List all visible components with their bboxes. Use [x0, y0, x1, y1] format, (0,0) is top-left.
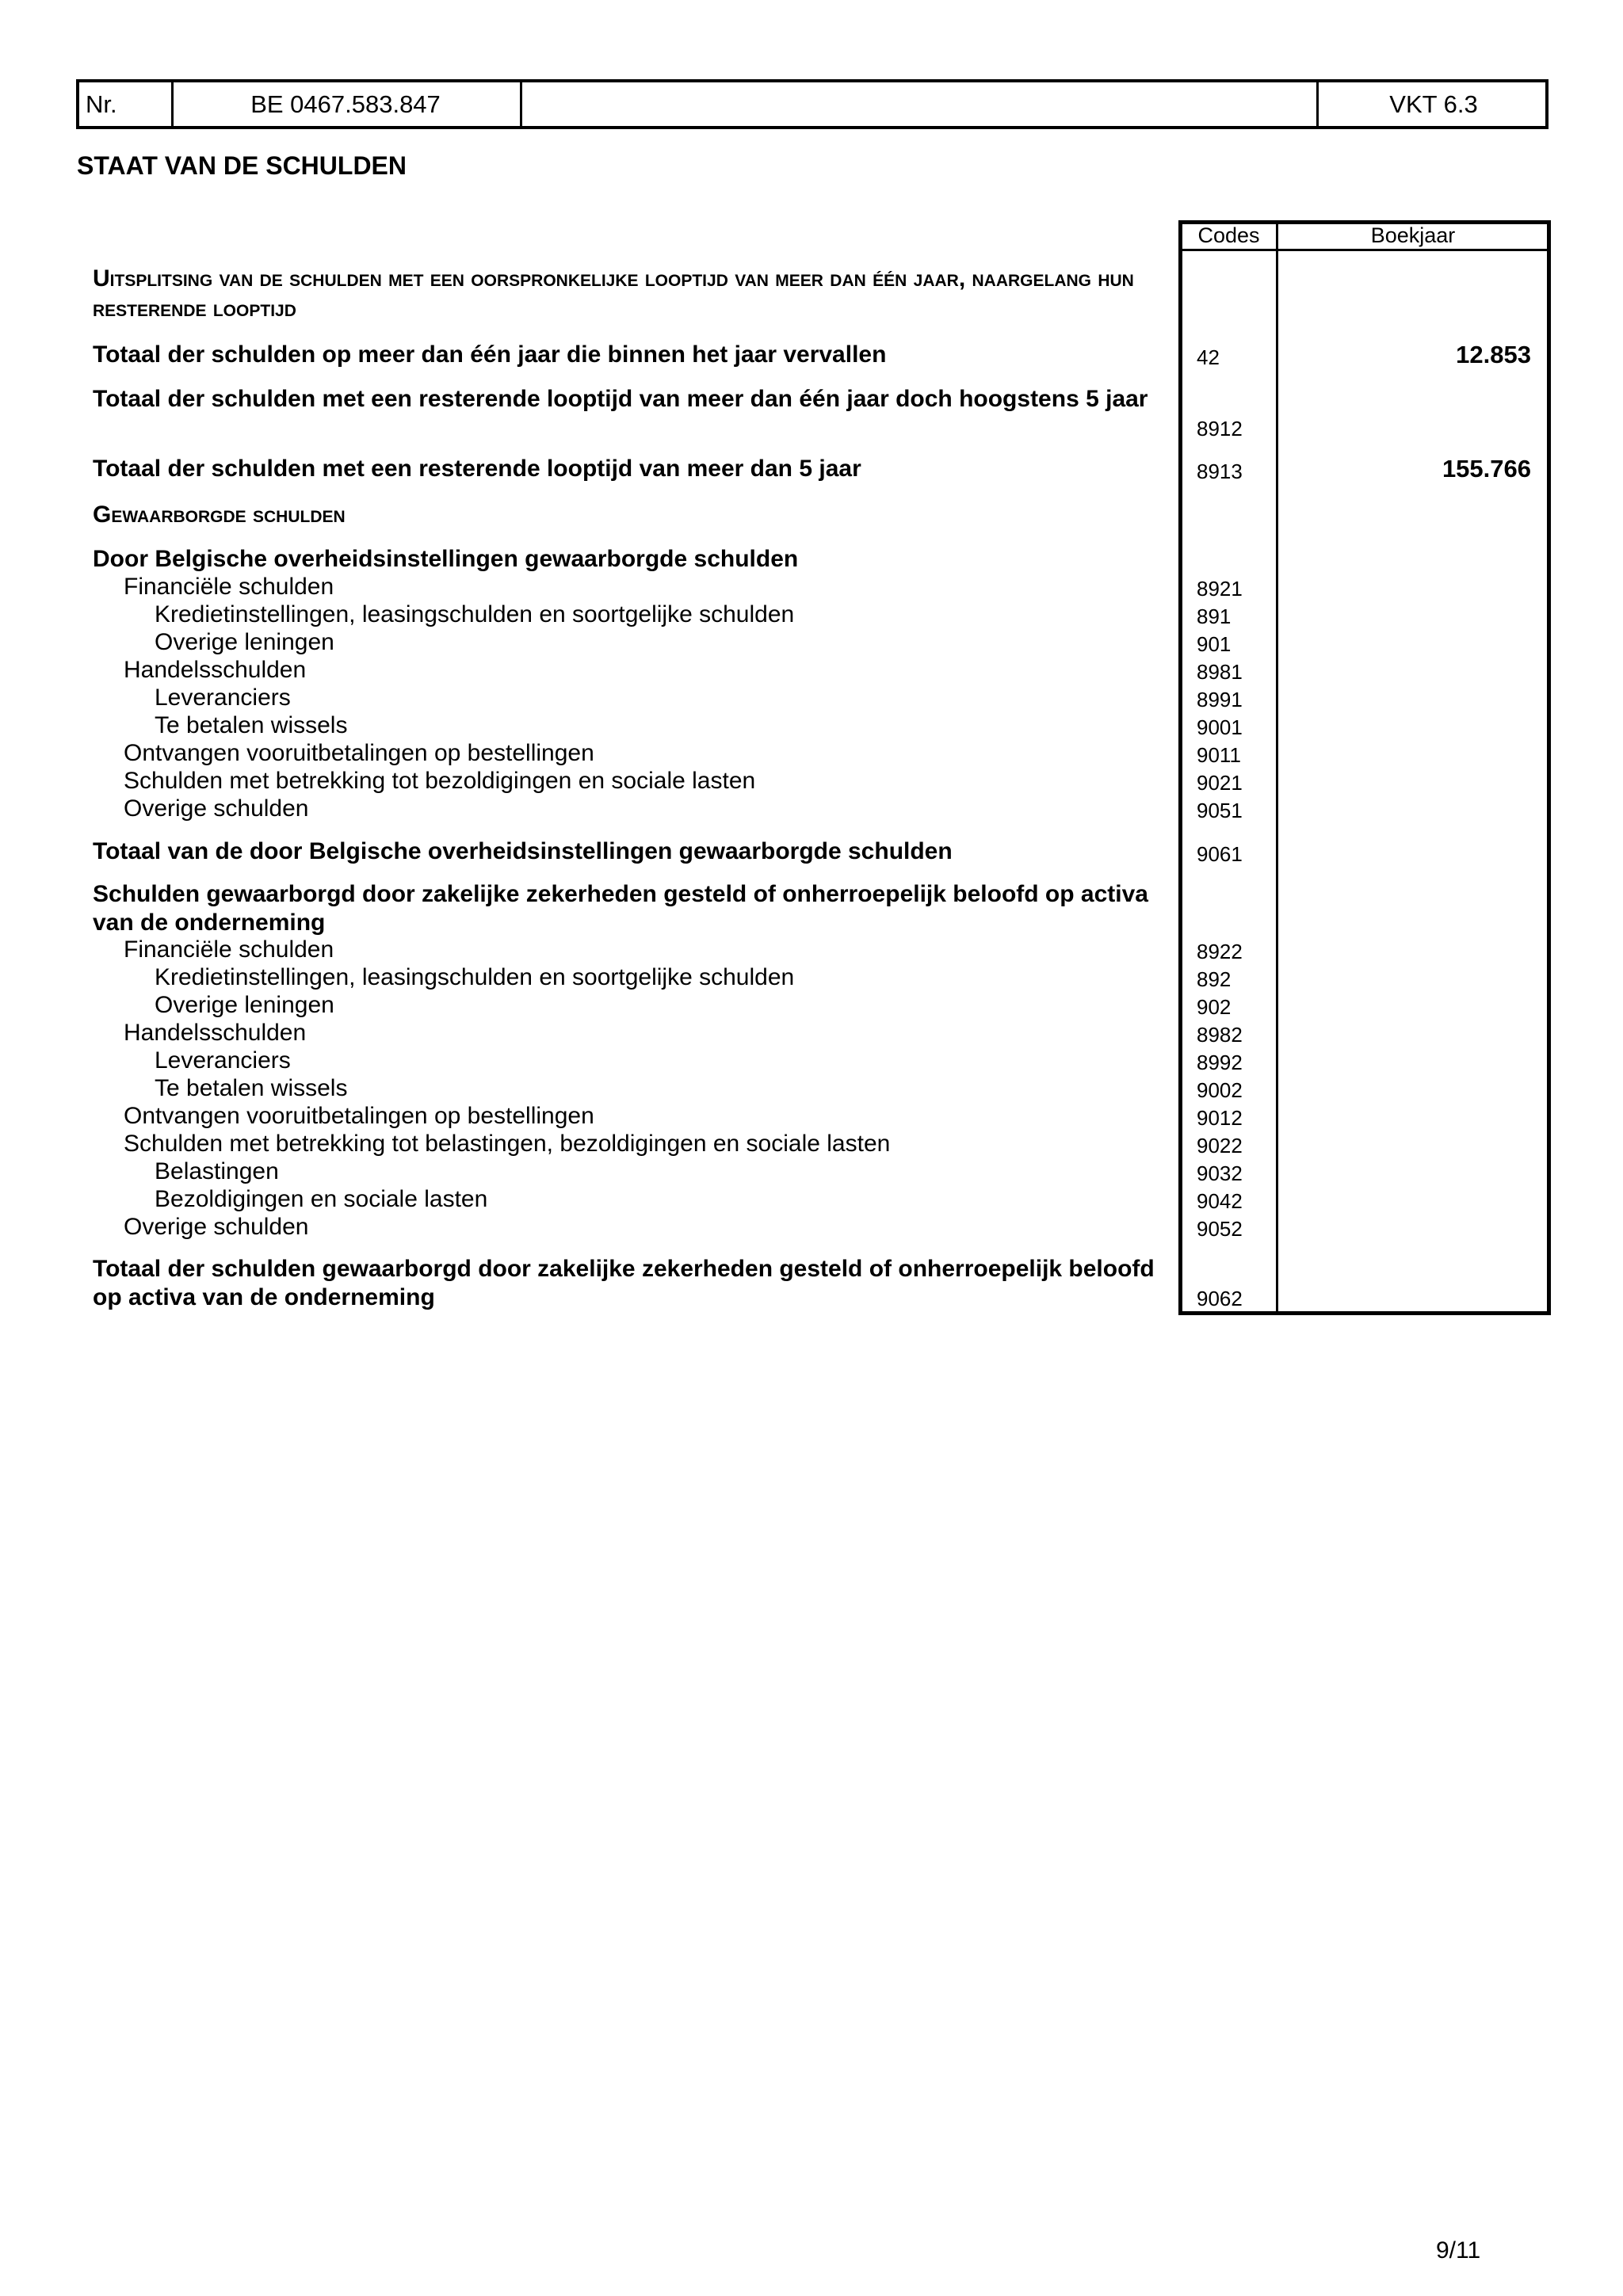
row-label: Handelsschulden — [124, 657, 307, 683]
header-box — [76, 79, 1549, 129]
row-code: 9021 — [1197, 771, 1243, 795]
row-label: Financiële schulden — [124, 574, 334, 600]
row-code: 892 — [1197, 967, 1232, 991]
row-label: Overige leningen — [155, 629, 334, 655]
column-header-boekjaar: Boekjaar — [1370, 223, 1456, 247]
row-code: 8991 — [1197, 688, 1243, 711]
row-value: 155.766 — [1442, 455, 1531, 482]
row-label: Kredietinstellingen, leasingschulden en soortgelijke schulden — [155, 964, 795, 990]
row-label: Totaal der schulden met een resterende looptijd van meer dan 5 jaar — [93, 456, 861, 482]
company-number: BE 0467.583.847 — [250, 90, 441, 118]
row-label: Kredietinstellingen, leasingschulden en soortgelijke schulden — [155, 601, 795, 627]
row-label: Overige schulden — [124, 1214, 309, 1240]
row-value: 12.853 — [1456, 341, 1531, 368]
row-label: Overige leningen — [155, 992, 334, 1018]
group-heading: Door Belgische overheidsinstellingen gewaarborgde schulden — [93, 546, 799, 572]
row-code: 8992 — [1197, 1051, 1243, 1074]
header-row-divider — [1182, 249, 1548, 251]
row-code: 8982 — [1197, 1023, 1243, 1047]
row-label: Ontvangen vooruitbetalingen op bestellingen — [124, 740, 594, 766]
row-code: 8981 — [1197, 660, 1243, 684]
section-code: VKT 6.3 — [1389, 90, 1478, 118]
row-label: Bezoldigingen en sociale lasten — [155, 1186, 488, 1212]
column-divider — [1276, 223, 1278, 1312]
row-code: 42 — [1197, 345, 1220, 369]
row-label: Totaal der schulden gewaarborgd door zakelijke zekerheden gesteld of onherroepelijk beloofd op activa van de onderneming — [93, 1256, 1155, 1310]
row-code: 9052 — [1197, 1217, 1243, 1241]
row-code: 8912 — [1197, 417, 1243, 441]
row-code: 9062 — [1197, 1287, 1243, 1310]
row-label: Ontvangen vooruitbetalingen op bestellingen — [124, 1103, 594, 1129]
column-header-codes: Codes — [1197, 223, 1260, 247]
section-heading: Uitsplitsing van de schulden met een oorspronkelijke looptijd van meer dan één jaar, naargelang hun resterende looptijd — [93, 265, 1134, 322]
header-divider — [520, 82, 522, 126]
nr-label: Nr. — [86, 90, 117, 118]
row-label: Totaal der schulden op meer dan één jaar die binnen het jaar vervallen — [93, 341, 887, 368]
row-code: 9001 — [1197, 715, 1243, 739]
page-number: 9/11 — [1436, 2237, 1481, 2264]
row-label: Totaal van de door Belgische overheidsinstellingen gewaarborgde schulden — [93, 838, 953, 864]
row-label: Te betalen wissels — [155, 1075, 348, 1101]
row-code: 9042 — [1197, 1189, 1243, 1213]
row-code: 9002 — [1197, 1078, 1243, 1102]
row-label: Totaal der schulden met een resterende looptijd van meer dan één jaar doch hoogstens 5 jaar — [93, 386, 1148, 412]
row-code: 9032 — [1197, 1161, 1243, 1185]
row-code: 891 — [1197, 605, 1232, 628]
row-label: Schulden met betrekking tot belastingen, bezoldigingen en sociale lasten — [124, 1131, 891, 1157]
row-label: Handelsschulden — [124, 1020, 307, 1046]
group-heading: Schulden gewaarborgd door zakelijke zekerheden gesteld of onherroepelijk beloofd op activa van de onderneming — [93, 881, 1148, 936]
row-code: 9051 — [1197, 799, 1243, 822]
row-label: Schulden met betrekking tot bezoldigingen en sociale lasten — [124, 768, 756, 794]
row-label: Financiële schulden — [124, 936, 334, 963]
row-label: Te betalen wissels — [155, 712, 348, 738]
page-title: STAAT VAN DE SCHULDEN — [77, 151, 407, 180]
row-label: Leveranciers — [155, 685, 291, 711]
row-label: Belastingen — [155, 1158, 279, 1184]
row-label: Overige schulden — [124, 795, 309, 822]
row-code: 8921 — [1197, 577, 1243, 601]
row-code: 9012 — [1197, 1106, 1243, 1130]
row-code: 9061 — [1197, 842, 1243, 866]
row-code: 9011 — [1197, 743, 1241, 767]
row-code: 8922 — [1197, 940, 1243, 963]
row-label: Leveranciers — [155, 1047, 291, 1074]
row-code: 9022 — [1197, 1134, 1243, 1158]
row-code: 901 — [1197, 632, 1232, 656]
row-code: 8913 — [1197, 460, 1243, 483]
row-code: 902 — [1197, 995, 1232, 1019]
section-heading: Gewaarborgde schulden — [93, 502, 346, 528]
